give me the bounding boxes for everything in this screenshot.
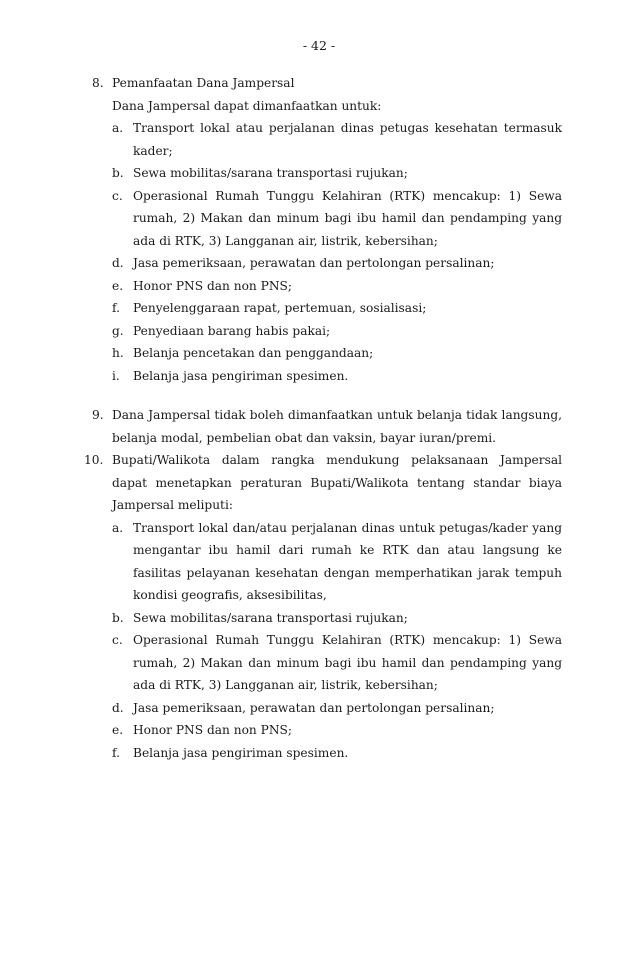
sub-item-letter: g. bbox=[112, 323, 124, 338]
sub-item-letter: b. bbox=[112, 166, 124, 180]
sub-item bbox=[112, 719, 562, 742]
item-heading: Pemanfaatan Dana Jampersal bbox=[112, 76, 295, 90]
sub-item-text: Belanja jasa pengiriman spesimen. bbox=[133, 368, 349, 383]
sub-item-letter: e. bbox=[112, 723, 124, 737]
sub-item-text: Honor PNS dan non PNS; bbox=[133, 278, 292, 293]
sub-item-text: Jasa pemeriksaan, perawatan dan pertolongan persalinan; bbox=[133, 700, 495, 715]
sub-item bbox=[112, 629, 562, 697]
item-number: 8. bbox=[92, 76, 104, 90]
paragraph-gap bbox=[92, 387, 562, 404]
sub-item bbox=[112, 365, 562, 388]
sub-item-letter: f. bbox=[112, 745, 120, 760]
sub-item-text: Penyelenggaraan rapat, pertemuan, sosialisasi; bbox=[133, 301, 427, 315]
sub-item bbox=[112, 320, 562, 343]
sub-item bbox=[112, 252, 562, 275]
sub-item-text: Operasional Rumah Tunggu Kelahiran (RTK) mencakup: 1) Sewa rumah, 2) Makan dan minum bagi ibu hamil dan pendamping yang ada di RTK, 3) Langganan air, listrik, kebersihan; bbox=[133, 633, 562, 692]
sub-item-letter: a. bbox=[112, 121, 124, 135]
sub-item bbox=[112, 517, 562, 607]
sub-item bbox=[112, 185, 562, 253]
list-item-8 bbox=[92, 72, 562, 387]
sub-item-text: Sewa mobilitas/sarana transportasi rujukan; bbox=[133, 610, 408, 625]
sub-item-letter: i. bbox=[112, 368, 120, 383]
sub-item-letter: c. bbox=[112, 633, 123, 647]
sub-item bbox=[112, 342, 562, 365]
sub-item-letter: a. bbox=[112, 520, 124, 535]
sub-item bbox=[112, 742, 562, 765]
sub-item-text: Penyediaan barang habis pakai; bbox=[133, 323, 331, 338]
sub-item-letter: d. bbox=[112, 256, 124, 270]
sub-item bbox=[112, 607, 562, 630]
item-text: Dana Jampersal tidak boleh dimanfaatkan untuk belanja tidak langsung, belanja modal, pembelian obat dan vaksin, bayar iuran/premi. bbox=[112, 408, 562, 445]
sub-item bbox=[112, 117, 562, 162]
sub-item-letter: b. bbox=[112, 610, 124, 625]
sub-item bbox=[112, 297, 562, 320]
sub-item-letter: e. bbox=[112, 278, 124, 293]
list-item-9 bbox=[92, 404, 562, 449]
item-intro: Dana Jampersal dapat dimanfaatkan untuk: bbox=[112, 98, 382, 113]
sub-item-text: Transport lokal dan/atau perjalanan dinas untuk petugas/kader yang mengantar ibu hamil dari rumah ke RTK dan atau langsung ke fasilitas pelayanan kesehatan dengan memperhatikan jarak tempuh kondisi geografis, aksesibilitas, bbox=[133, 520, 562, 602]
document-body bbox=[84, 72, 562, 764]
sub-item-text: Honor PNS dan non PNS; bbox=[133, 723, 292, 737]
item-text: Bupati/Walikota dalam rangka mendukung pelaksanaan Jampersal dapat menetapkan peraturan Bupati/Walikota tentang standar biaya Jampersal meliputi: bbox=[112, 453, 562, 512]
sub-item-letter: c. bbox=[112, 188, 123, 203]
sub-item-text: Sewa mobilitas/sarana transportasi rujukan; bbox=[133, 166, 408, 180]
sub-item-letter: d. bbox=[112, 700, 124, 715]
list-item-10 bbox=[84, 449, 562, 764]
sub-item-text: Belanja pencetakan dan penggandaan; bbox=[133, 346, 374, 360]
item-number: 10. bbox=[84, 453, 104, 467]
item-number: 9. bbox=[92, 408, 104, 422]
page-number: - 42 - bbox=[302, 38, 336, 53]
sub-item-letter: f. bbox=[112, 301, 120, 315]
sub-item-letter: h. bbox=[112, 346, 124, 360]
sub-item-text: Operasional Rumah Tunggu Kelahiran (RTK) mencakup: 1) Sewa rumah, 2) Makan dan minum bagi ibu hamil dan pendamping yang ada di RTK, 3) Langganan air, listrik, kebersihan; bbox=[133, 188, 562, 248]
sub-item-text: Jasa pemeriksaan, perawatan dan pertolongan persalinan; bbox=[133, 256, 495, 270]
sub-item-text: Belanja jasa pengiriman spesimen. bbox=[133, 745, 349, 760]
sub-item bbox=[112, 697, 562, 720]
sub-item bbox=[112, 162, 562, 185]
sub-item-text: Transport lokal atau perjalanan dinas petugas kesehatan termasuk kader; bbox=[133, 121, 562, 158]
sub-item bbox=[112, 275, 562, 298]
